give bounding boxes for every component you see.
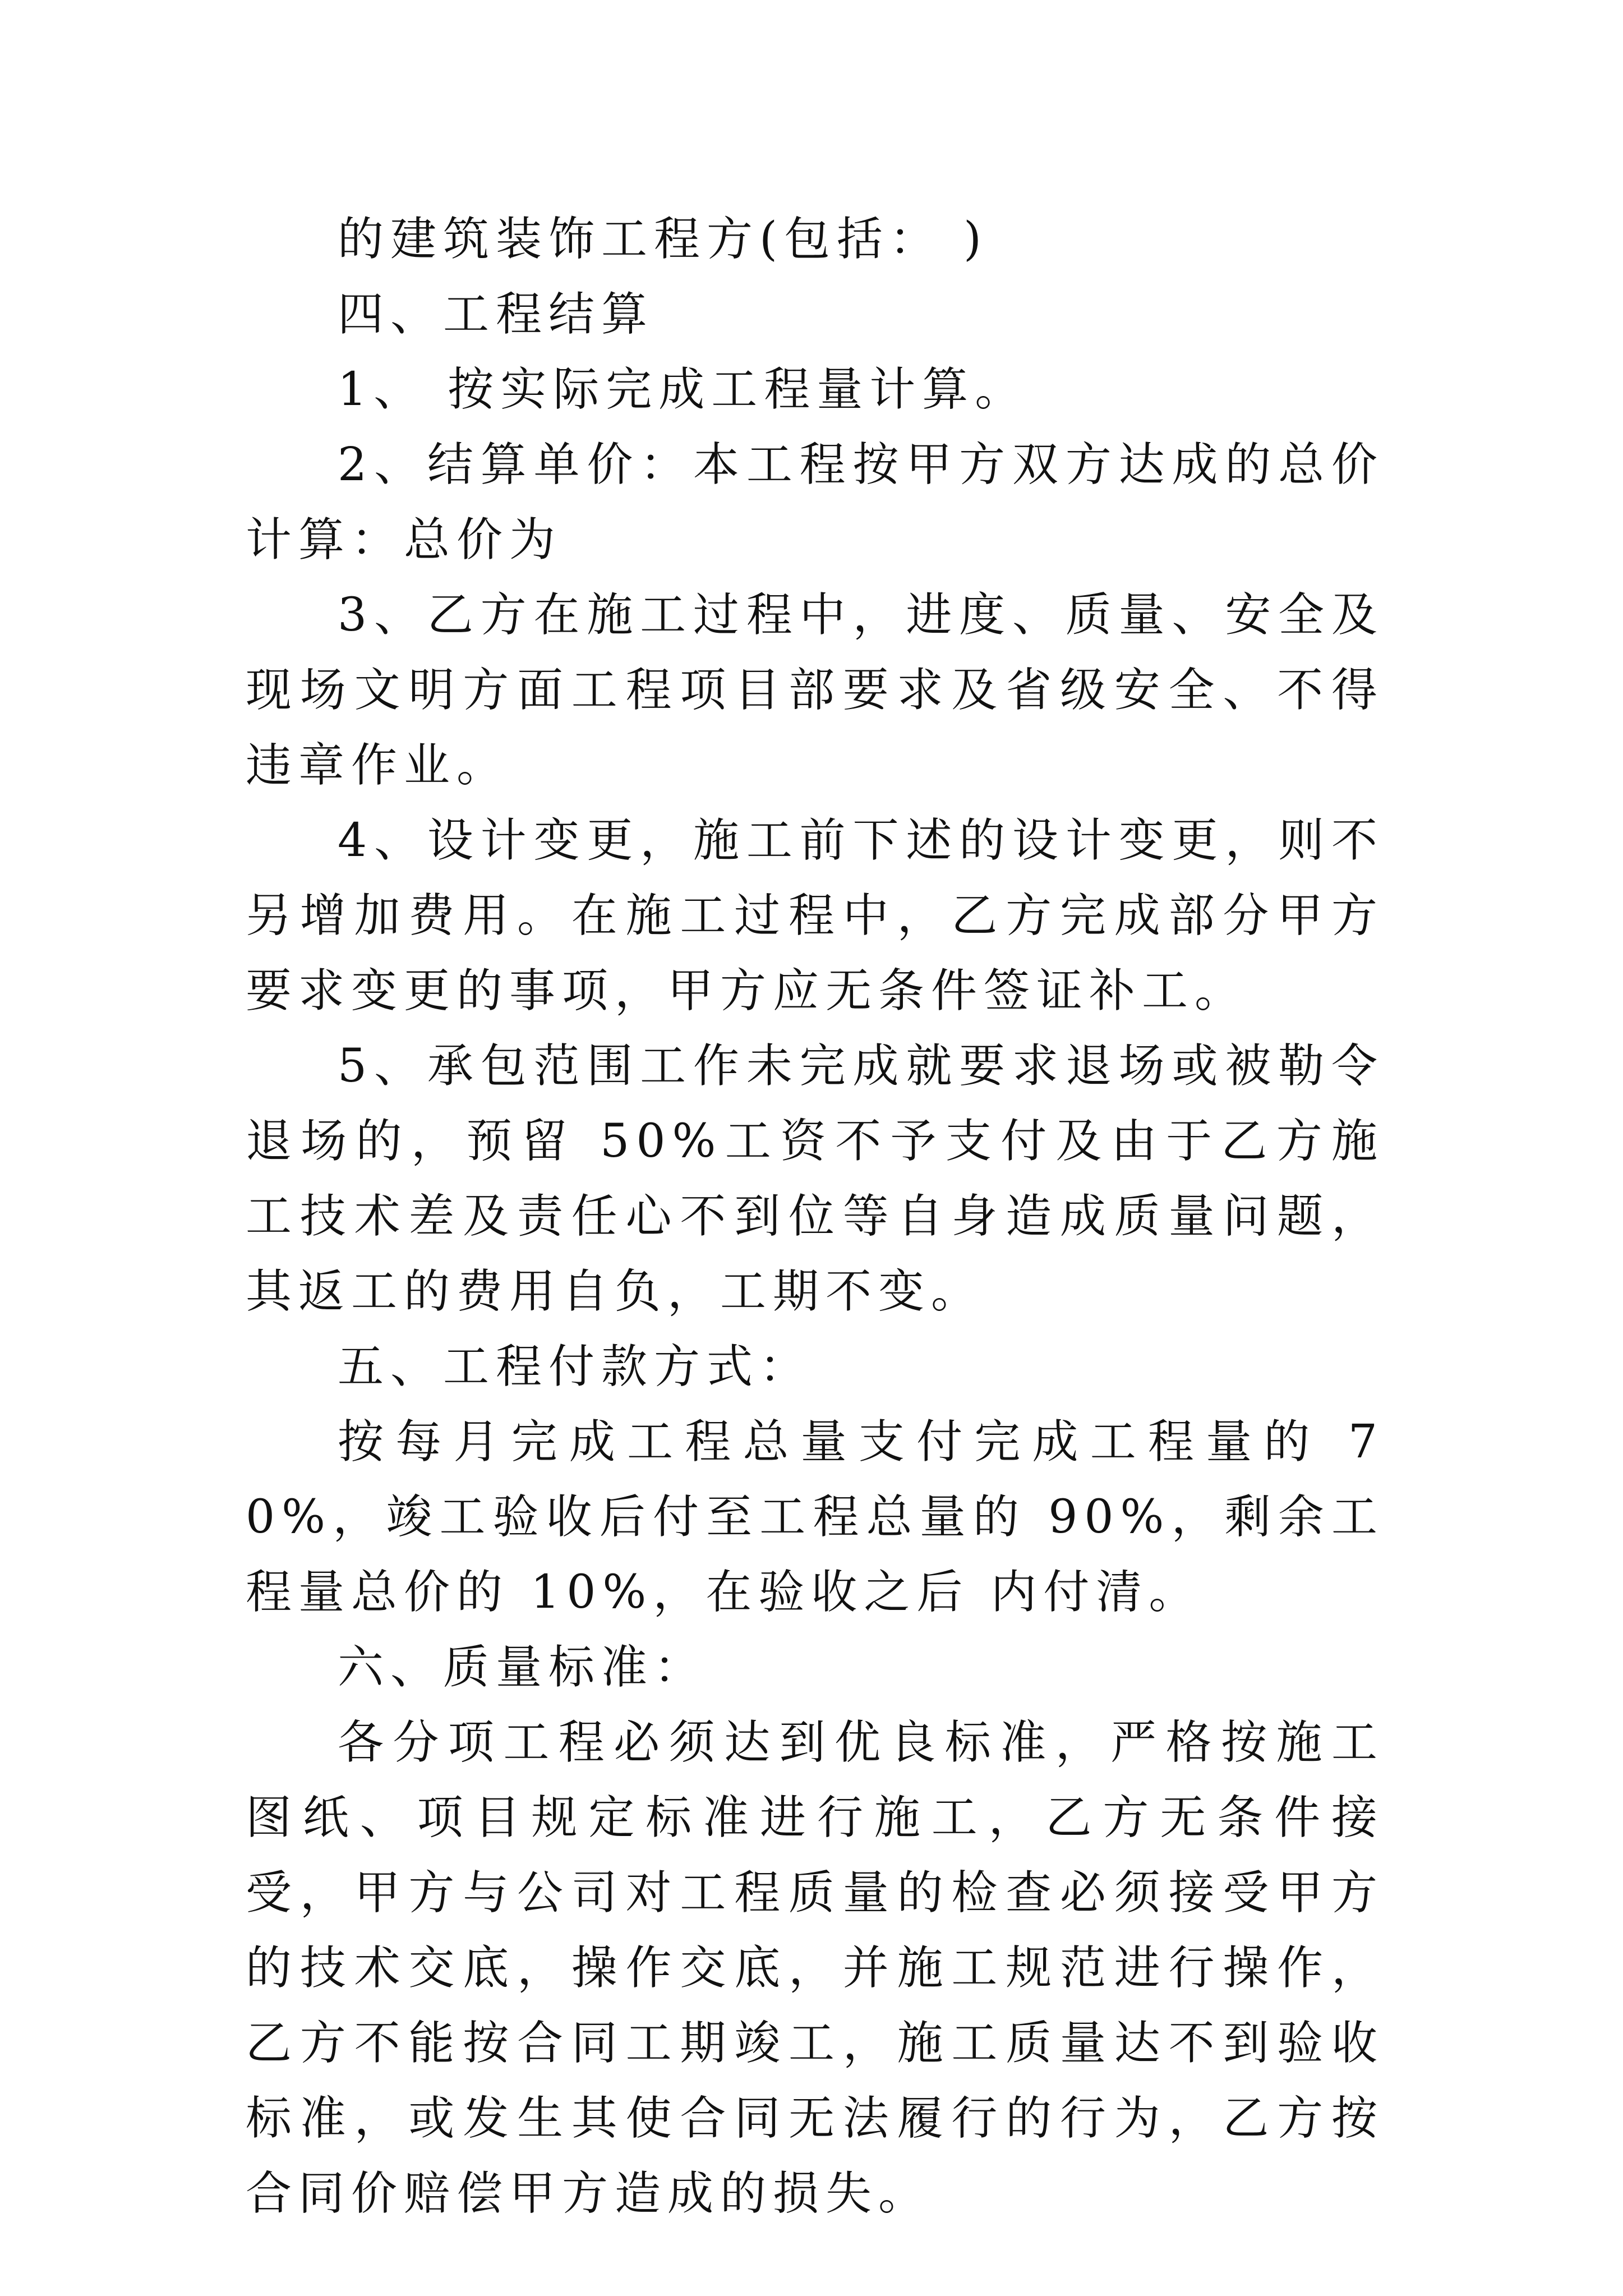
section-heading-payment: 五、工程付款方式：: [338, 1340, 813, 1393]
clause-3: 3、乙方在施工过程中，进度、质量、安全及现场文明方面工程项目部要求及省级安全、不得违章作业。: [246, 588, 1384, 792]
paragraph-continuation: 的建筑装饰工程方(包括： ): [338, 213, 989, 266]
payment-terms: 按每月完成工程总量支付完成工程量的 70%，竣工验收后付至工程总量的 90%，剩余工程量总价的 10%，在验收之后 内付清。: [246, 1415, 1384, 1619]
clause-4: 4、设计变更，施工前下述的设计变更，则不另增加费用。在施工过程中，乙方完成部分甲方要求变更的事项，甲方应无条件签证补工。: [246, 814, 1384, 1018]
quality-terms: 各分项工程必须达到优良标准，严格按施工图纸、项目规定标准进行施工，乙方无条件接受，甲方与公司对工程质量的检查必须接受甲方的技术交底，操作交底，并施工规范进行操作，乙方不能按合同工期竣工，施工质量达不到验收标准，或发生其使合同无法履行的行为，乙方按合同价赔偿甲方造成的损失。: [246, 1716, 1384, 2220]
document-body: [246, 202, 1384, 2231]
section-heading-settlement: 四、工程结算: [338, 288, 654, 341]
section-heading-quality: 六、质量标准：: [338, 1641, 707, 1694]
clause-1: 1、 按实际完成工程量计算。: [338, 363, 1028, 416]
clause-5: 5、承包范围工作未完成就要求退场或被勒令退场的，预留 50%工资不予支付及由于乙方施工技术差及责任心不到位等自身造成质量问题，其返工的费用自负，工期不变。: [246, 1039, 1384, 1318]
clause-2: 2、结算单价：本工程按甲方双方达成的总价计算：总价为: [246, 438, 1384, 567]
